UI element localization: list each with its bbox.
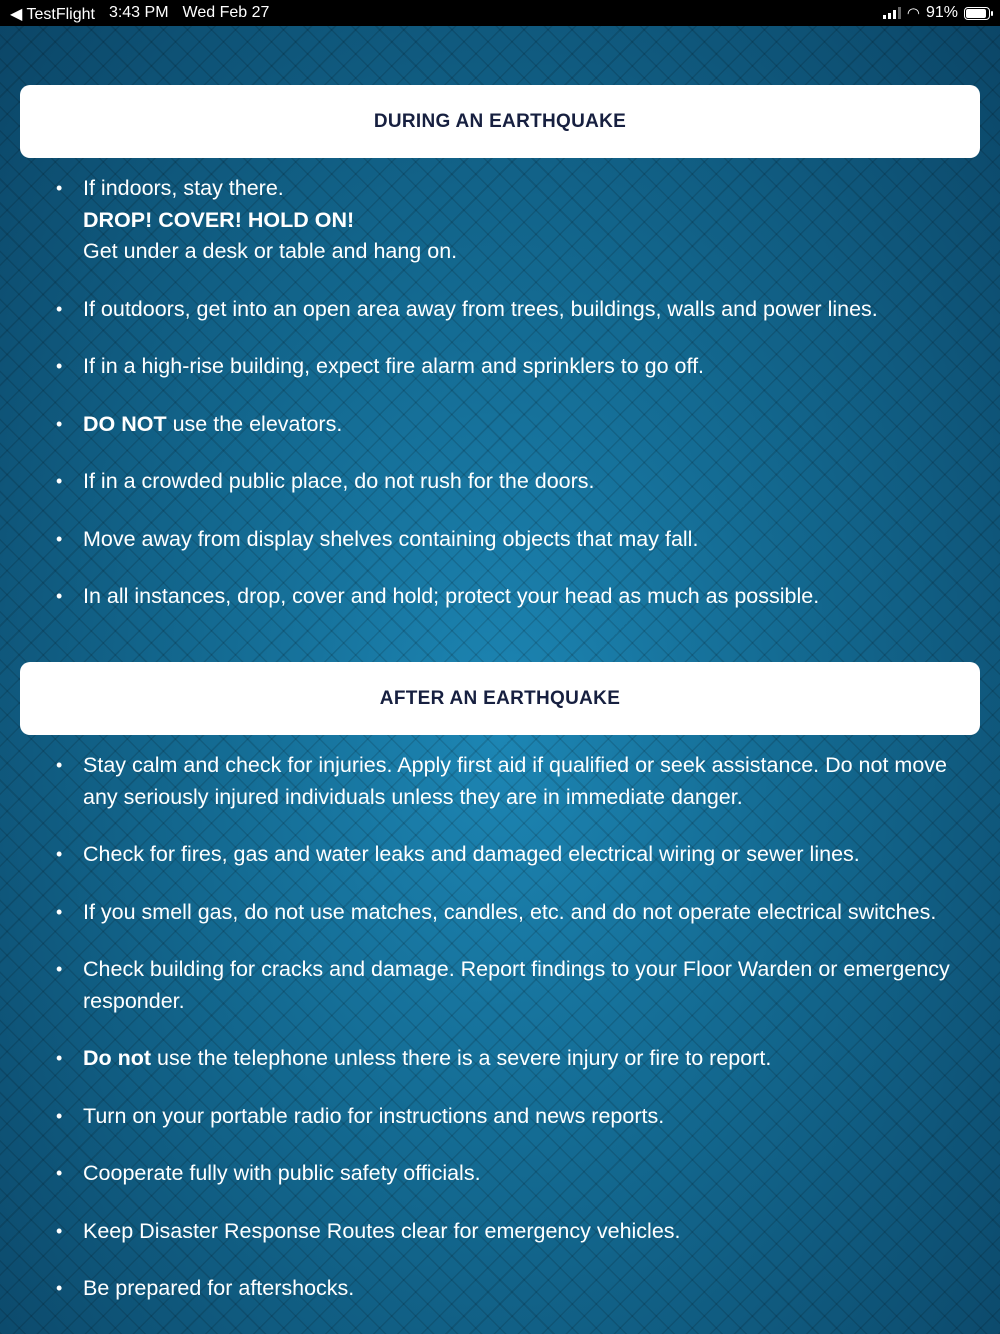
item-text: use the elevators. bbox=[166, 411, 343, 436]
status-date: Wed Feb 27 bbox=[182, 4, 270, 21]
status-bar bbox=[0, 0, 1000, 26]
item-text: Be prepared for aftershocks. bbox=[83, 1276, 355, 1300]
list-item bbox=[0, 897, 1000, 929]
list-item bbox=[0, 524, 1000, 556]
cellular-signal-icon bbox=[883, 7, 901, 19]
list-item bbox=[0, 750, 1000, 813]
item-text: If outdoors, get into an open area away from trees, buildings, walls and power lines. bbox=[83, 296, 878, 321]
item-text: use the telephone unless there is a severe injury or fire to report. bbox=[151, 1046, 772, 1070]
battery-percent: 91% bbox=[925, 4, 958, 21]
item-text: Check building for cracks and damage. Report findings to your Floor Warden or emergency responder. bbox=[83, 957, 950, 1013]
list-item bbox=[0, 839, 1000, 871]
list-item bbox=[0, 351, 1000, 383]
wifi-icon: ◠ bbox=[906, 5, 920, 22]
after-list bbox=[0, 750, 1000, 1331]
item-text: Check for fires, gas and water leaks and damaged electrical wiring or sewer lines. bbox=[83, 842, 860, 866]
list-item bbox=[0, 954, 1000, 1017]
item-text: If you smell gas, do not use matches, candles, etc. and do not operate electrical switches. bbox=[83, 899, 937, 924]
item-text: If in a crowded public place, do not rush for the doors. bbox=[83, 469, 595, 493]
list-item bbox=[0, 581, 1000, 613]
list-item bbox=[0, 1273, 1000, 1305]
item-text: Keep Disaster Response Routes clear for emergency vehicles. bbox=[83, 1218, 681, 1243]
status-time: 3:43 PM bbox=[108, 4, 169, 21]
section-header-during bbox=[20, 85, 980, 158]
item-emphasis: DO NOT bbox=[83, 411, 167, 436]
item-text: Stay calm and check for injuries. Apply first aid if qualified or seek assistance. Do not move any seriously injured individuals unless they are in immediate danger. bbox=[83, 753, 947, 809]
item-text: Cooperate fully with public safety officials. bbox=[83, 1161, 481, 1185]
list-item bbox=[0, 1101, 1000, 1133]
section-header-after bbox=[20, 662, 980, 735]
list-item bbox=[0, 409, 1000, 441]
section-title: AFTER AN EARTHQUAKE bbox=[379, 687, 621, 709]
list-item bbox=[0, 1158, 1000, 1190]
item-text: • If indoors, stay there. bbox=[83, 176, 284, 200]
battery-icon bbox=[964, 7, 990, 20]
item-text: Get under a desk or table and hang on. bbox=[83, 239, 458, 263]
section-title: DURING AN EARTHQUAKE bbox=[373, 110, 627, 132]
list-item bbox=[0, 466, 1000, 498]
during-list bbox=[0, 173, 1000, 639]
item-text: Turn on your portable radio for instructions and news reports. bbox=[83, 1103, 665, 1128]
back-to-app-button[interactable]: ◀ TestFlight bbox=[10, 6, 95, 23]
list-item bbox=[0, 173, 1000, 268]
item-text: If in a high-rise building, expect fire alarm and sprinklers to go off. bbox=[83, 354, 705, 378]
back-arrow-icon: ◀ bbox=[10, 6, 23, 23]
list-item bbox=[0, 1043, 1000, 1075]
item-emphasis: DROP! COVER! HOLD ON! bbox=[83, 207, 355, 232]
list-item bbox=[0, 294, 1000, 326]
item-emphasis: Do not bbox=[83, 1046, 152, 1070]
list-item bbox=[0, 1216, 1000, 1248]
item-text: In all instances, drop, cover and hold; protect your head as much as possible. bbox=[83, 584, 820, 608]
item-text: Move away from display shelves containing objects that may fall. bbox=[83, 526, 699, 551]
